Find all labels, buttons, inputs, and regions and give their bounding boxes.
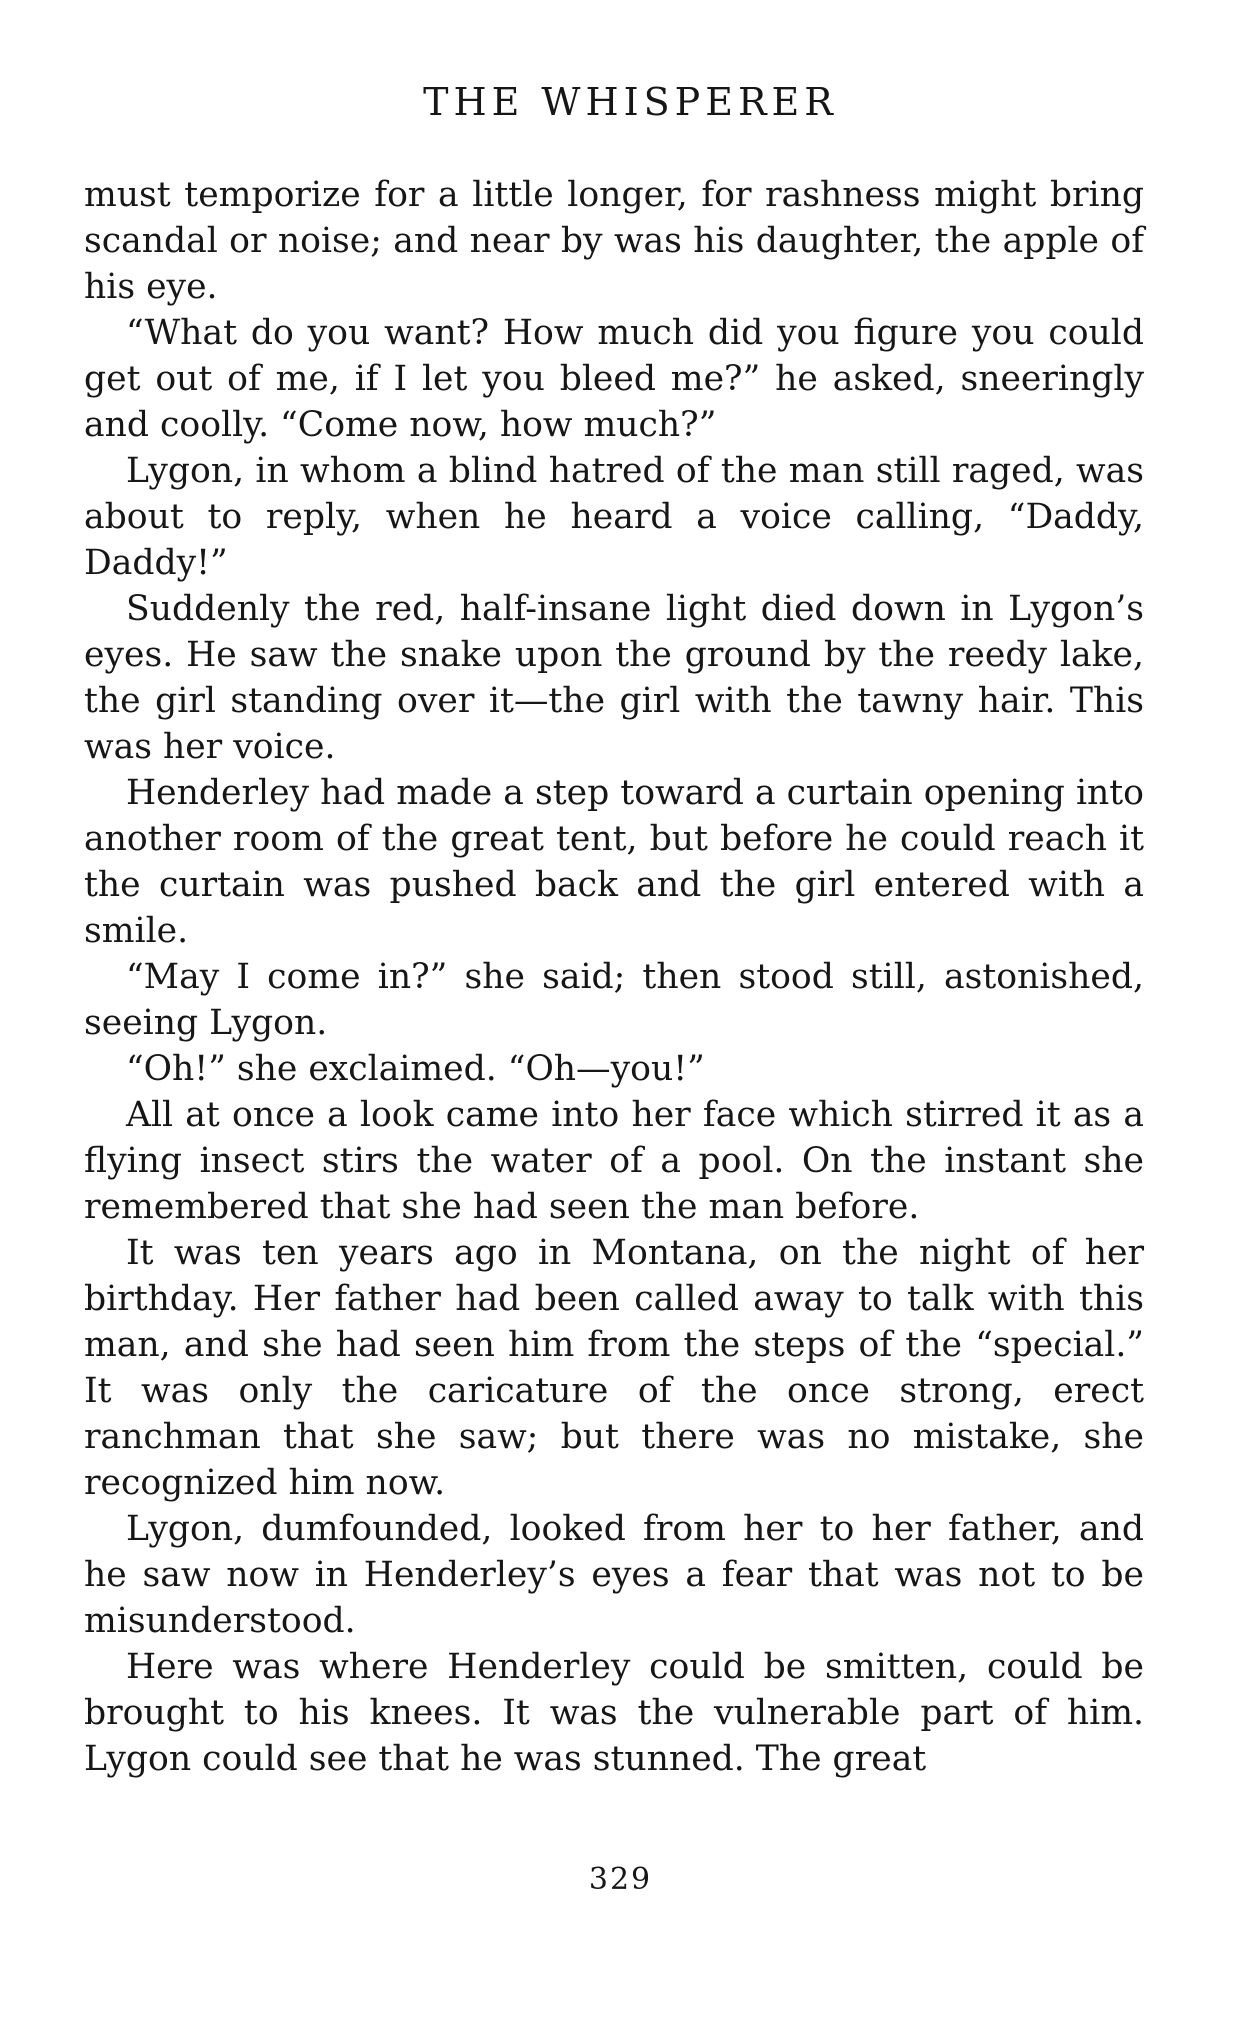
body-text [84, 172, 1144, 1782]
paragraph: “Oh!” she exclaimed. “Oh—you!” [126, 1049, 705, 1089]
paragraph: “What do you want? How much did you figure you could get out of me, if I let you bleed me?” he asked, sneeringly and coolly. “Come now, how much?” [84, 313, 1144, 445]
paragraph: “May I come in?” she said; then stood still, astonished, seeing Lygon. [84, 957, 1144, 1043]
paragraph-continued: must temporize for a little longer, for rashness might bring scandal or noise; and near by was his daughter, the apple of his eye. [84, 175, 1144, 307]
page-number: 329 [588, 1862, 653, 1897]
paragraph: All at once a look came into her face which stirred it as a flying insect stirs the water of a pool. On the instant she remembered that she had seen the man before. [84, 1095, 1144, 1227]
paragraph: It was ten years ago in Montana, on the night of her birthday. Her father had been called away to talk with this man, and she had seen him from the steps of the “special.” It was only the caricature of the once strong, erect ranchman that she saw; but there was no mistake, she recognized him now. [84, 1233, 1144, 1503]
paragraph: Here was where Henderley could be smitten, could be brought to his knees. It was the vulnerable part of him. Lygon could see that he was stunned. The great [84, 1647, 1144, 1779]
paragraph: Suddenly the red, half-insane light died down in Lygon’s eyes. He saw the snake upon the ground by the reedy lake, the girl standing over it—the girl with the tawny hair. This was her voice. [84, 589, 1144, 767]
paragraph: Henderley had made a step toward a curtain opening into another room of the great tent, but before he could reach it the curtain was pushed back and the girl entered with a smile. [84, 773, 1144, 951]
running-head: THE WHISPERER [423, 80, 838, 124]
paragraph: Lygon, in whom a blind hatred of the man still raged, was about to reply, when he heard a voice calling, “Daddy, Daddy!” [84, 451, 1144, 583]
paragraph: Lygon, dumfounded, looked from her to her father, and he saw now in Henderley’s eyes a fear that was not to be misunderstood. [84, 1509, 1144, 1641]
